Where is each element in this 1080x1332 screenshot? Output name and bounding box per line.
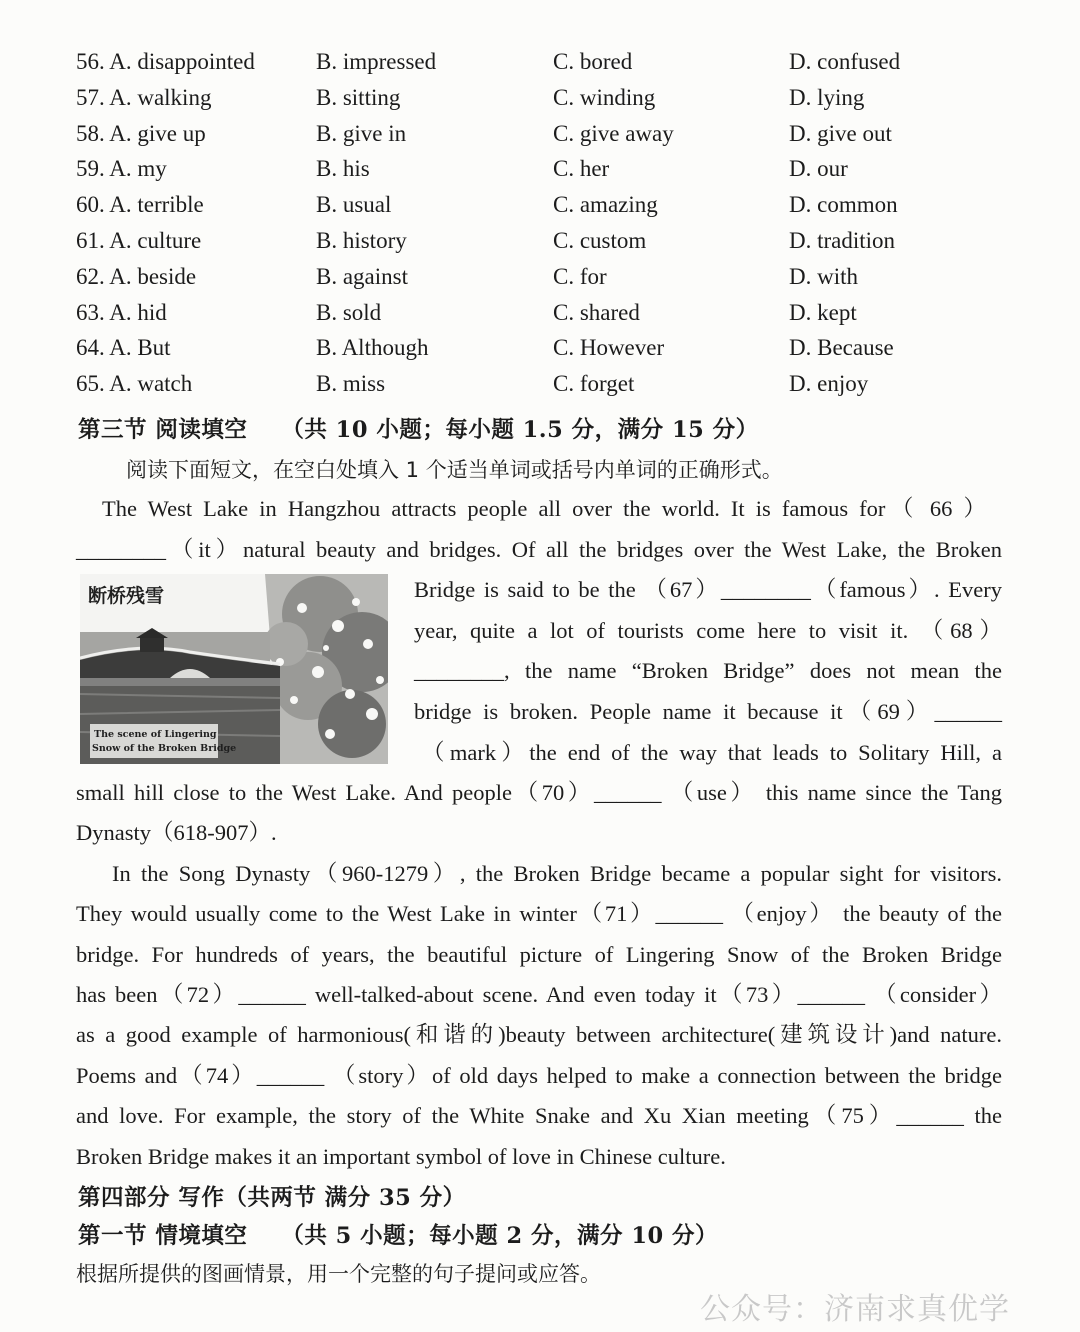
option-c: C. forget (553, 371, 635, 397)
passage-line: and love. For example, the story of the White Snake and Xu Xian meeting（75）______ the (76, 1103, 1002, 1128)
passage-line: Poems and（74）______ （story）of old days helped to make a connection between the bridge (76, 1063, 1002, 1088)
option-d: D. Because (789, 335, 894, 361)
option-b: B. miss (316, 371, 386, 397)
option-d: D. tradition (789, 227, 896, 253)
option-d: D. with (789, 263, 858, 289)
option-row (76, 151, 1016, 187)
option-b: B. history (316, 227, 407, 253)
option-row (76, 187, 1016, 223)
option-b: B. impressed (316, 49, 437, 74)
option-a: 57. A. walking (76, 84, 212, 110)
option-row (76, 295, 1016, 331)
photo-title: 断桥残雪 (88, 585, 165, 607)
section3-title: 第三节 阅读填空 (78, 417, 248, 443)
option-row (76, 44, 1016, 80)
section3-instruction: 阅读下面短文，在空白处填入 1 个适当单词或括号内单词的正确形式。 (126, 458, 783, 482)
section1-title: 第一节 情境填空 (78, 1223, 248, 1249)
option-c: C. shared (553, 299, 640, 325)
option-c: C. However (553, 335, 665, 361)
passage-line: has been（72）______ well-talked-about scene. And even today it（73）______ （consider） (76, 982, 1002, 1007)
passage-line: （mark）the end of the way that leads to Solitary Hill, a (422, 740, 1002, 765)
option-a: 58. A. give up (76, 120, 206, 146)
option-c: C. her (553, 156, 610, 182)
part4-heading: 第四部分 写作（共两节 满分 35 分） (78, 1185, 466, 1211)
option-b: B. Although (316, 335, 429, 361)
option-d: D. kept (789, 299, 857, 325)
option-a: 63. A. hid (76, 299, 167, 325)
option-b: B. give in (316, 120, 407, 146)
passage-line: as a good example of harmonious(和谐的)beauty between architecture(建筑设计)and nature. (76, 1022, 1002, 1047)
options-list (76, 44, 1016, 402)
section1-instruction: 根据所提供的图画情景，用一个完整的句子提问或应答。 (76, 1262, 601, 1286)
option-a: 62. A. beside (76, 263, 197, 289)
option-row (76, 116, 1016, 152)
photo-caption-line1: The scene of Lingering (94, 729, 217, 740)
option-row (76, 80, 1016, 116)
photo-caption-line2: Snow of the Broken Bridge (92, 743, 237, 754)
option-d: D. give out (789, 120, 892, 146)
passage-line: Dynasty（618-907）. (76, 820, 277, 845)
option-b: B. against (316, 263, 408, 289)
passage-line: They would usually come to the West Lake in winter（71）______ （enjoy） the beauty of the (76, 901, 1002, 926)
passage-line: ________, the name “Broken Bridge” does not mean the (414, 658, 1002, 683)
option-c: C. custom (553, 227, 647, 253)
option-c: C. for (553, 263, 607, 289)
passage-line: bridge is broken. People name it because it（69）______ (414, 699, 1002, 724)
option-d: D. confused (789, 49, 901, 74)
passage-line: ________（it）natural beauty and bridges. Of all the bridges over the West Lake, the Broken (76, 537, 1002, 562)
option-d: D. enjoy (789, 371, 869, 397)
section3-score: （共 10 小题；每小题 1.5 分，满分 15 分） (281, 417, 759, 443)
watermark: 公众号：济南求真优学 (700, 1292, 1010, 1327)
section1-score: （共 5 小题；每小题 2 分，满分 10 分） (281, 1223, 718, 1249)
option-row (76, 259, 1016, 295)
option-b: B. sold (316, 299, 382, 325)
option-row (76, 223, 1016, 259)
option-a: 61. A. culture (76, 227, 202, 253)
passage-line: In the Song Dynasty（960-1279）, the Broken Bridge became a popular sight for visitors. (112, 861, 1002, 886)
section1-heading (78, 1218, 718, 1250)
option-b: B. sitting (316, 84, 401, 110)
passage-line: Bridge is said to be the （67）________（famous）. Every (414, 577, 1002, 602)
passage-line: bridge. For hundreds of years, the beautiful picture of Lingering Snow of the Broken Bridge (76, 942, 1002, 967)
option-a: 60. A. terrible (76, 192, 204, 218)
option-row (76, 330, 1016, 366)
option-c: C. winding (553, 84, 656, 110)
section3-heading (78, 412, 759, 444)
option-c: C. bored (553, 49, 633, 74)
option-b: B. usual (316, 192, 392, 218)
option-b: B. his (316, 156, 370, 182)
option-c: C. give away (553, 120, 674, 146)
passage-line: The West Lake in Hangzhou attracts people all over the world. It is famous for（ 66 ） (102, 496, 986, 521)
option-a: 59. A. my (76, 156, 167, 182)
option-a: 65. A. watch (76, 371, 193, 397)
option-row (76, 366, 1016, 402)
passage-line: small hill close to the West Lake. And people（70）______ （use） this name since the Tang (76, 780, 1002, 805)
option-d: D. common (789, 192, 898, 218)
option-a: 64. A. But (76, 335, 171, 361)
option-d: D. our (789, 156, 848, 182)
passage-line: year, quite a lot of tourists come here to visit it. （68） (414, 618, 1002, 643)
option-c: C. amazing (553, 192, 658, 218)
broken-bridge-photo (80, 574, 388, 764)
option-a: 56. A. disappointed (76, 49, 255, 74)
option-d: D. lying (789, 84, 865, 110)
passage-line: Broken Bridge makes it an important symbol of love in Chinese culture. (76, 1144, 726, 1169)
